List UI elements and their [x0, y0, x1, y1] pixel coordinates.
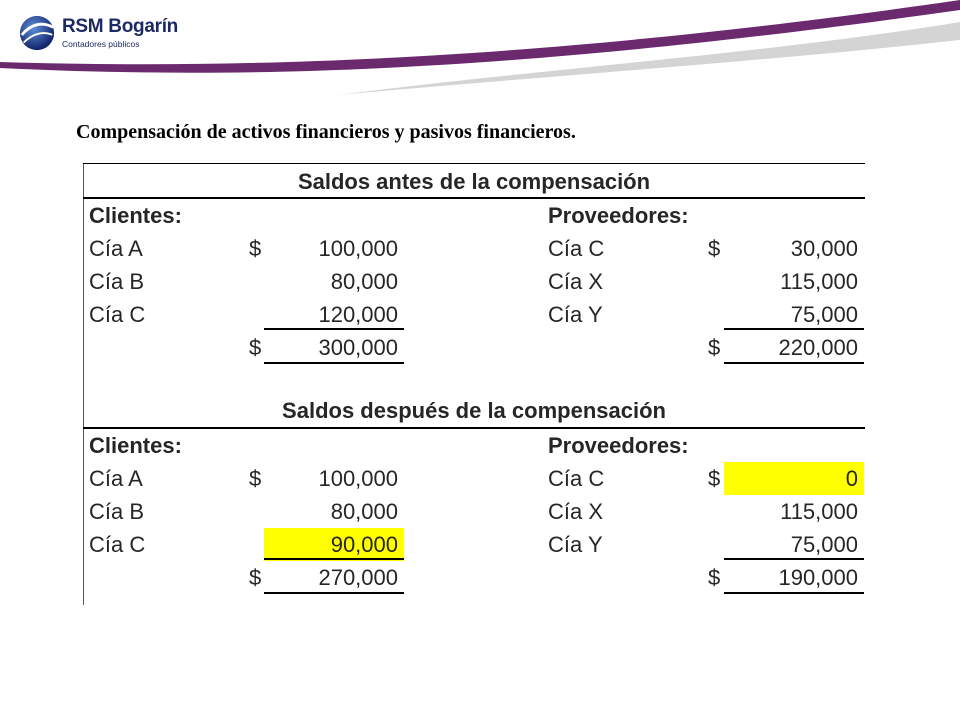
brand-tagline: Contadores públicos [62, 39, 140, 49]
supplier-label: Cía Y [548, 302, 603, 327]
total-underline-suppliers [724, 362, 864, 364]
clients-total-currency: $ [249, 565, 262, 590]
clients-header: Clientes: [89, 433, 182, 458]
client-currency: $ [249, 236, 262, 261]
suppliers-header: Proveedores: [548, 203, 689, 228]
client-label: Cía C [89, 532, 146, 557]
client-label: Cía B [89, 499, 145, 524]
suppliers-header: Proveedores: [548, 433, 689, 458]
clients-total-currency: $ [249, 335, 262, 360]
heading-rule-before [83, 197, 865, 199]
client-label: Cía A [89, 466, 143, 491]
client-amount: 120,000 [318, 302, 398, 327]
section-heading-before: Saldos antes de la compensación [297, 169, 651, 194]
slide-title: Compensación de activos financieros y pasivos financieros. [76, 121, 576, 143]
suppliers-total-currency: $ [708, 565, 721, 590]
supplier-label: Cía X [548, 269, 604, 294]
subtotal-underline-clients [264, 558, 404, 560]
total-underline-clients [264, 362, 404, 364]
clients-total: 270,000 [318, 565, 398, 590]
supplier-currency: $ [708, 466, 721, 491]
total-underline-clients [264, 592, 404, 594]
section-heading-after: Saldos después de la compensación [282, 398, 666, 423]
supplier-label: Cía C [548, 466, 605, 491]
brand-name: RSM Bogarín [62, 16, 178, 37]
subtotal-underline-suppliers [724, 558, 864, 560]
suppliers-total-currency: $ [708, 335, 721, 360]
clients-total: 300,000 [318, 335, 398, 360]
total-underline-suppliers [724, 592, 864, 594]
supplier-label: Cía C [548, 236, 605, 261]
client-label: Cía A [89, 236, 143, 261]
globe-icon [18, 14, 56, 52]
subtotal-underline-suppliers [724, 328, 864, 330]
suppliers-total: 220,000 [778, 335, 858, 360]
spreadsheet-image [83, 163, 865, 605]
supplier-label: Cía Y [548, 532, 603, 557]
table-top-border [83, 163, 865, 164]
client-amount: 80,000 [330, 499, 398, 524]
client-label: Cía B [89, 269, 145, 294]
client-amount: 100,000 [318, 236, 398, 261]
subtotal-underline-clients [264, 328, 404, 330]
sheet-left-edge [83, 163, 84, 605]
brand-logo [18, 14, 178, 54]
supplier-amount-highlighted: 0 [724, 462, 864, 495]
supplier-amount: 75,000 [790, 532, 858, 557]
supplier-amount: 115,000 [780, 269, 858, 294]
client-label: Cía C [89, 302, 146, 327]
clients-header: Clientes: [89, 203, 182, 228]
supplier-currency: $ [708, 236, 721, 261]
client-amount-highlighted: 90,000 [264, 528, 404, 561]
suppliers-total: 190,000 [778, 565, 858, 590]
client-amount: 100,000 [318, 466, 398, 491]
supplier-amount: 75,000 [790, 302, 858, 327]
supplier-amount: 30,000 [790, 236, 858, 261]
client-amount: 80,000 [330, 269, 398, 294]
supplier-label: Cía X [548, 499, 604, 524]
heading-rule-after [83, 427, 865, 429]
client-currency: $ [249, 466, 262, 491]
supplier-amount: 115,000 [780, 499, 858, 524]
